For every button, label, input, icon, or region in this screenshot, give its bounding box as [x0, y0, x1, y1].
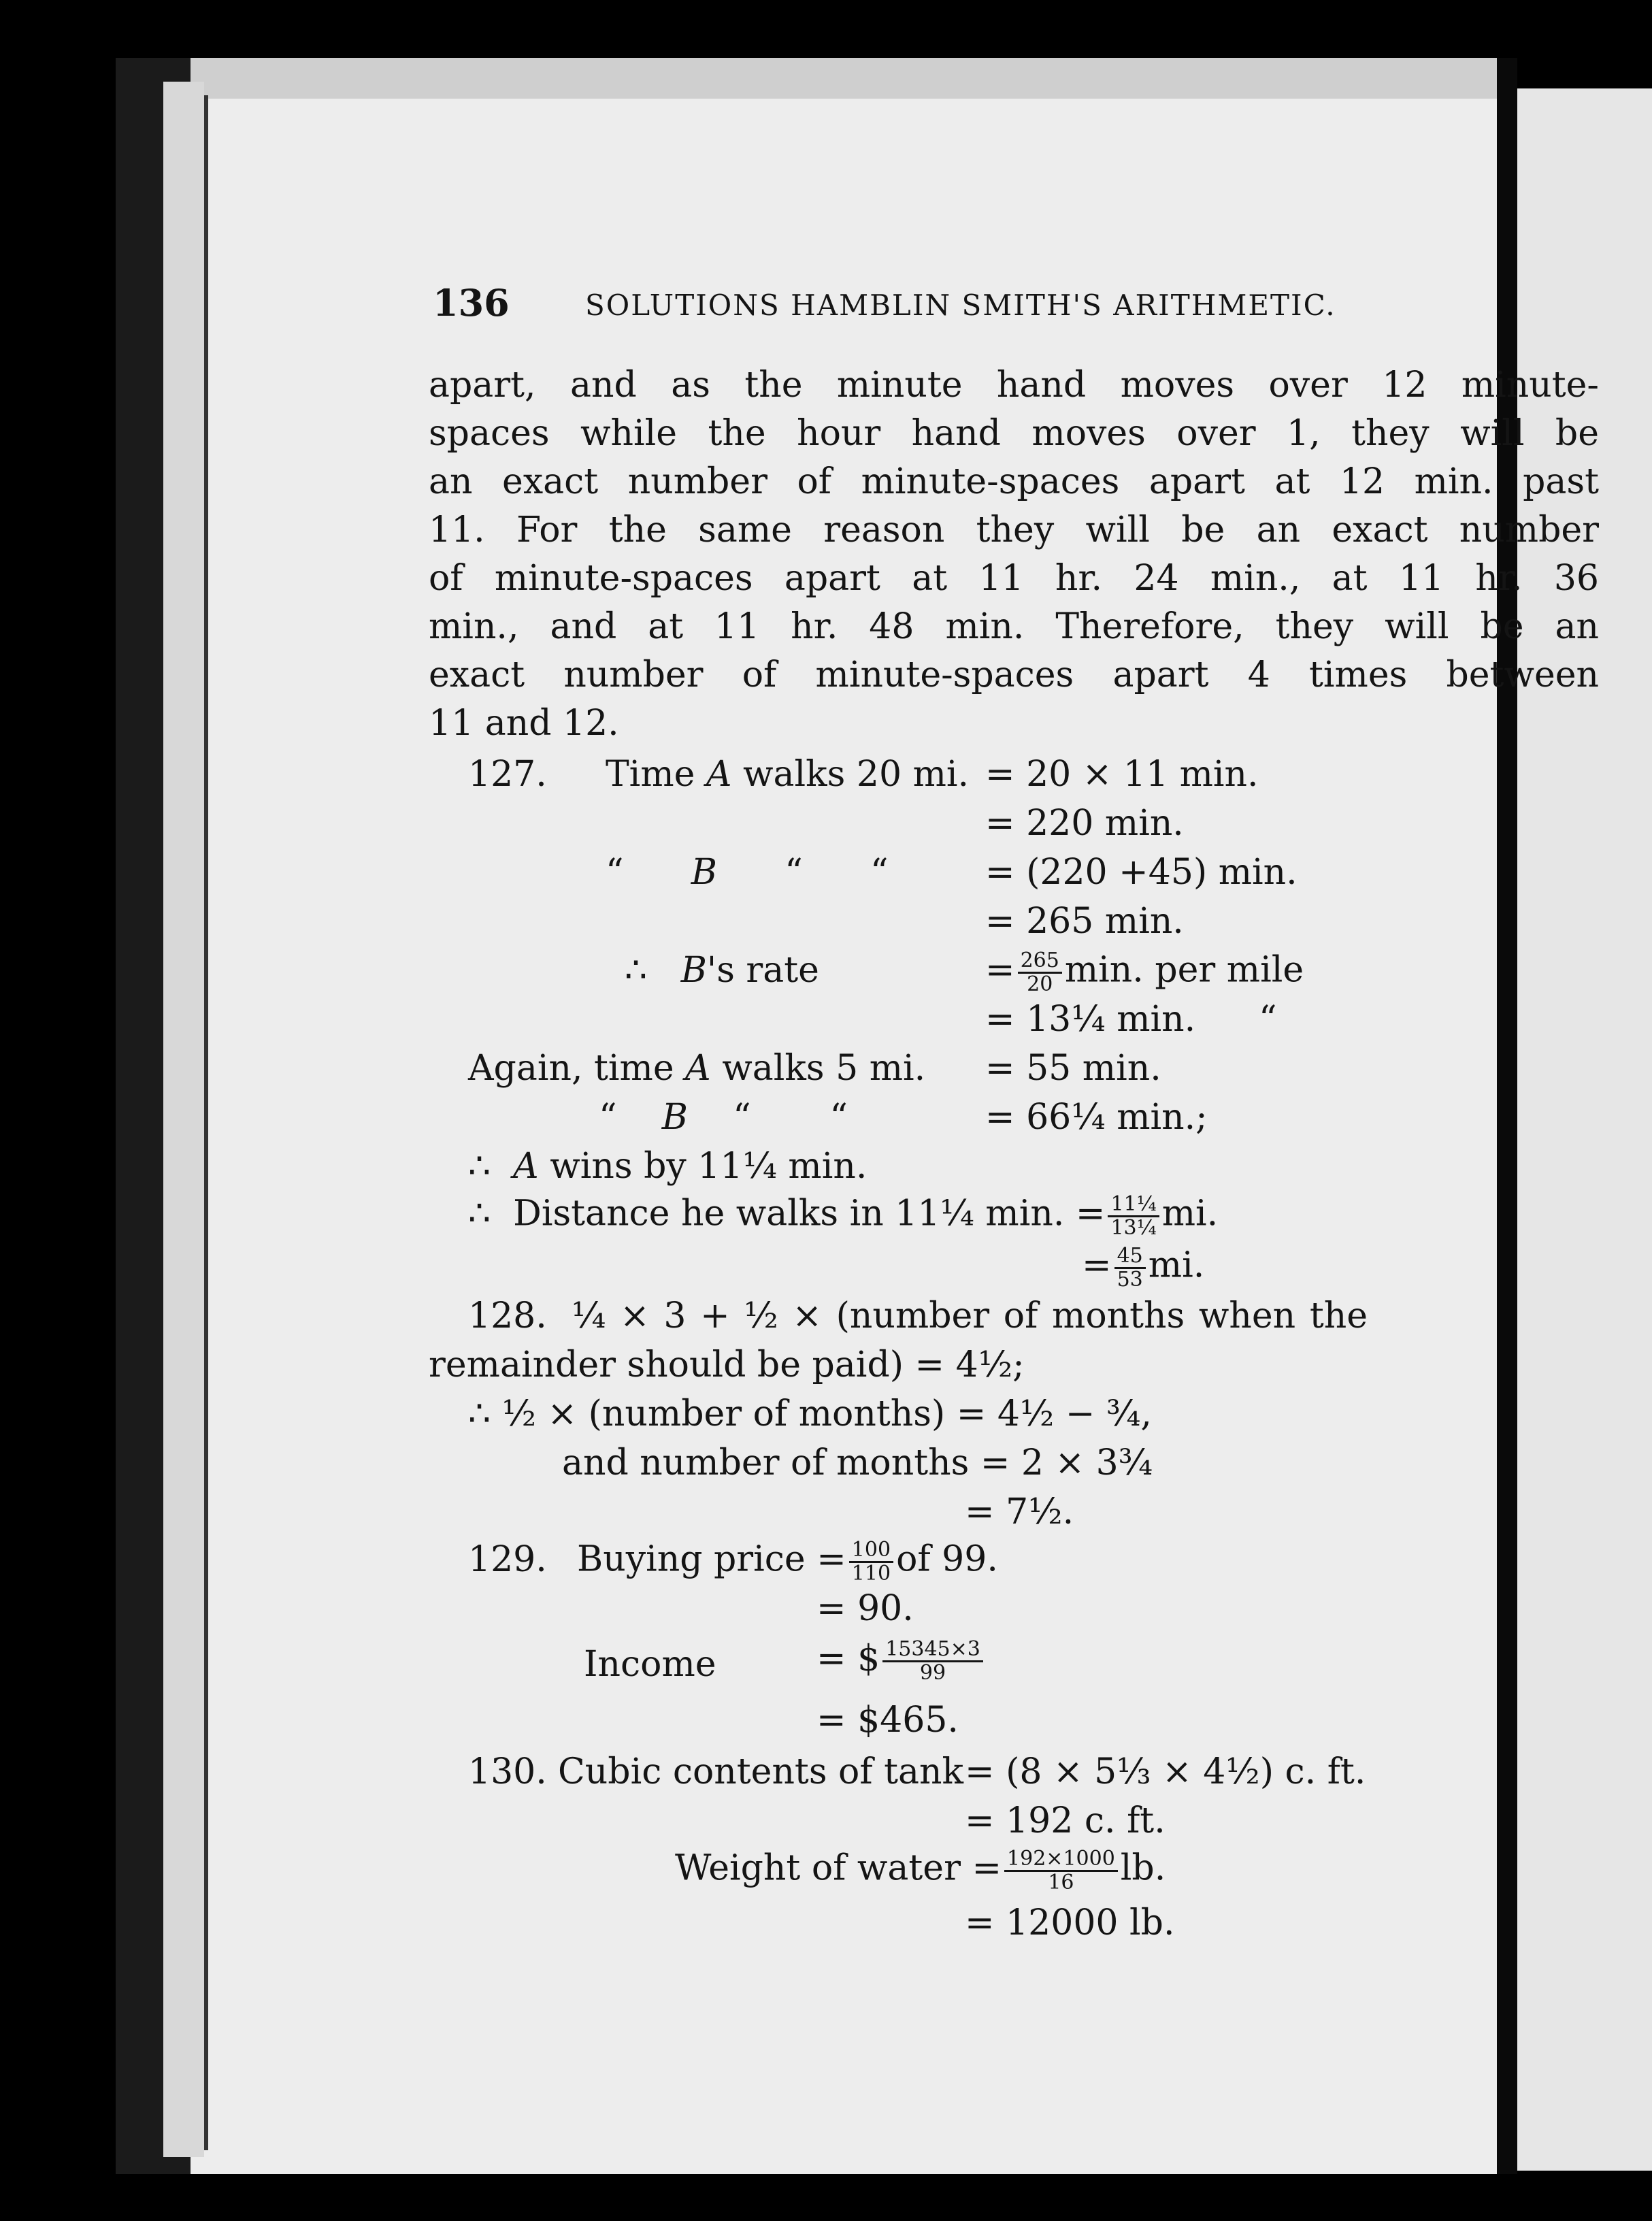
page-number: 136	[433, 281, 510, 325]
fraction-denominator: 16	[1048, 1870, 1074, 1894]
scan-background	[0, 2174, 1652, 2221]
equation-line: ∴ Distance he walks in 11¼ min. = $\frac{\text{11¼}}{\text{13¼}}$ mi.	[468, 1192, 1219, 1240]
fraction-numerator: 11¼	[1108, 1194, 1159, 1217]
paragraph-line: 11. For the same reason they will be an exact number	[429, 510, 1599, 550]
running-title: SOLUTIONS HAMBLIN SMITH'S ARITHMETIC.	[585, 289, 1336, 322]
fraction-denominator: 99	[919, 1660, 946, 1685]
equation-left: Again, time A walks 5 mi.	[468, 1048, 926, 1089]
fraction-numerator: 265	[1018, 950, 1062, 974]
equation-right: = $ $\frac{15345\times 3}{99}$	[816, 1639, 986, 1683]
page-top-edge	[191, 58, 1497, 99]
ditto-mark: “	[1259, 999, 1277, 1040]
fraction-denominator: 110	[851, 1561, 891, 1585]
page-left-edge	[163, 82, 204, 2157]
equation-line: remainder should be paid) = 4½;	[429, 1345, 1025, 1385]
paragraph-line: spaces while the hour hand moves over 1, they will be	[429, 413, 1599, 454]
fraction-numerator: 45	[1114, 1245, 1146, 1269]
equation-right: = $\frac{265}{20}$ min. per mile	[985, 949, 1304, 996]
equation-left: Cubic contents of tank	[558, 1751, 964, 1792]
fraction-numerator: 100	[849, 1539, 893, 1563]
equation-left: “ B “ “	[606, 852, 889, 893]
equation-right: = 13¼ min.	[985, 999, 1196, 1040]
problem-number: 129.	[468, 1539, 547, 1580]
equation-left: Time A walks 20 mi.	[606, 754, 970, 795]
equation-left: “ B “ “	[599, 1097, 848, 1138]
equation-line: ¼ × 3 + ½ × (number of months when the	[572, 1296, 1368, 1336]
fraction-numerator: 192×1000	[1004, 1848, 1118, 1872]
equation-right: = (220 +45) min.	[985, 852, 1298, 893]
equation-line: and number of months = 2 × 3¾	[562, 1443, 1153, 1483]
equation-left: ∴ B's rate	[625, 950, 819, 991]
equation-right: = 55 min.	[985, 1048, 1161, 1089]
equation-line: Buying price = $\frac{100}{110}$ of 99.	[577, 1538, 998, 1585]
equation-line: = 192 c. ft.	[965, 1800, 1166, 1841]
equation-line: ∴ ½ × (number of months) = 4½ − ¾,	[468, 1394, 1152, 1434]
equation-right: = 20 × 11 min.	[985, 754, 1259, 795]
equation-line: = 90.	[816, 1588, 914, 1629]
equation-right: = (8 × 5⅓ × 4½) c. ft.	[965, 1751, 1366, 1792]
equation-line: = $465.	[816, 1700, 959, 1741]
equation-line: Weight of water = $\frac{192\times 1000}{16}$ lb.	[675, 1847, 1166, 1894]
paragraph-line: an exact number of minute-spaces apart at 12 min. past	[429, 461, 1599, 502]
equation-line: = 7½.	[965, 1492, 1074, 1532]
fraction-denominator: 13¼	[1110, 1215, 1157, 1240]
equation-line: = 12000 lb.	[965, 1903, 1175, 1943]
equation-right: = $\frac{45}{53}$ mi.	[1082, 1244, 1205, 1292]
equation-line: ∴ A wins by 11¼ min.	[468, 1146, 868, 1187]
paragraph-line: 11 and 12.	[429, 703, 619, 744]
paragraph-line: exact number of minute-spaces apart 4 times between	[429, 655, 1599, 695]
equation-left: Income	[584, 1644, 716, 1685]
paragraph-line: min., and at 11 hr. 48 min. Therefore, they will be an	[429, 606, 1599, 647]
fraction-numerator: 15345×3	[882, 1639, 983, 1662]
fraction-denominator: 20	[1027, 972, 1053, 996]
paragraph-line: of minute-spaces apart at 11 hr. 24 min., at 11 hr. 36	[429, 558, 1599, 599]
fraction-denominator: 53	[1117, 1267, 1143, 1292]
page-border-line	[204, 95, 208, 2150]
problem-number: 128.	[468, 1296, 547, 1336]
problem-number: 127.	[468, 754, 547, 795]
equation-right: = 265 min.	[985, 901, 1184, 942]
paragraph-line: apart, and as the minute hand moves over 12 minute-	[429, 365, 1599, 406]
equation-right: = 66¼ min.;	[985, 1097, 1208, 1138]
equation-right: = 220 min.	[985, 803, 1184, 844]
problem-number: 130.	[468, 1751, 547, 1792]
